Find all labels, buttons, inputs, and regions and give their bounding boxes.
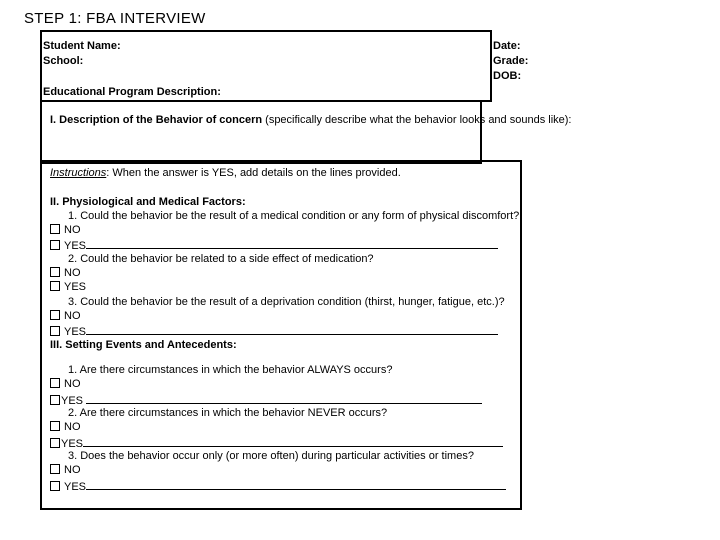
answer-line[interactable] bbox=[86, 393, 482, 404]
answer-line[interactable] bbox=[86, 324, 498, 335]
student-name-label: Student Name: bbox=[43, 40, 121, 52]
checkbox-icon[interactable] bbox=[50, 464, 60, 474]
section-1-title: I. Description of the Behavior of concern bbox=[50, 114, 263, 126]
s3-q2-yes[interactable]: YES bbox=[50, 436, 503, 450]
section-1-heading bbox=[50, 114, 571, 126]
page-title: STEP 1: FBA INTERVIEW bbox=[24, 10, 206, 27]
checkbox-icon[interactable] bbox=[50, 438, 60, 448]
s2-q3-no[interactable]: NO bbox=[50, 310, 81, 322]
behavior-description-box bbox=[40, 102, 482, 164]
s3-q3-no[interactable]: NO bbox=[50, 464, 81, 476]
checkbox-icon[interactable] bbox=[50, 240, 60, 250]
s2-q3-yes[interactable]: YES bbox=[50, 324, 498, 338]
instructions-text: : When the answer is YES, add details on the lines provided. bbox=[106, 167, 401, 179]
section-2-heading: II. Physiological and Medical Factors: bbox=[50, 196, 246, 208]
date-label: Date: bbox=[493, 40, 521, 52]
checkbox-icon[interactable] bbox=[50, 281, 60, 291]
s2-q2-yes[interactable]: YES bbox=[50, 281, 86, 293]
s3-q3-yes[interactable]: YES bbox=[50, 479, 506, 493]
checkbox-icon[interactable] bbox=[50, 421, 60, 431]
s2-question-2: 2. Could the behavior be related to a side effect of medication? bbox=[68, 253, 374, 265]
s3-question-2: 2. Are there circumstances in which the behavior NEVER occurs? bbox=[68, 407, 388, 419]
s2-q1-yes[interactable]: YES bbox=[50, 238, 498, 252]
checkbox-icon[interactable] bbox=[50, 378, 60, 388]
s3-q1-no[interactable]: NO bbox=[50, 378, 81, 390]
s3-question-3: 3. Does the behavior occur only (or more often) during particular activities or times? bbox=[68, 450, 474, 462]
program-description-label: Educational Program Description: bbox=[43, 86, 221, 98]
school-label: School: bbox=[43, 55, 84, 67]
checkbox-icon[interactable] bbox=[50, 224, 60, 234]
s2-q2-no[interactable]: NO bbox=[50, 267, 81, 279]
dob-label: DOB: bbox=[493, 70, 522, 82]
checkbox-icon[interactable] bbox=[50, 310, 60, 320]
answer-line[interactable] bbox=[83, 436, 503, 447]
grade-label: Grade: bbox=[493, 55, 529, 67]
s3-q1-yes[interactable]: YES bbox=[50, 393, 482, 407]
checkbox-icon[interactable] bbox=[50, 395, 60, 405]
instructions-label: Instructions bbox=[50, 167, 107, 179]
answer-line[interactable] bbox=[86, 238, 498, 249]
checkbox-icon[interactable] bbox=[50, 326, 60, 336]
s2-q1-no[interactable]: NO bbox=[50, 224, 81, 236]
checkbox-icon[interactable] bbox=[50, 481, 60, 491]
answer-line[interactable] bbox=[86, 479, 506, 490]
checkbox-icon[interactable] bbox=[50, 267, 60, 277]
s3-question-1: 1. Are there circumstances in which the behavior ALWAYS occurs? bbox=[68, 364, 393, 376]
instructions-line bbox=[50, 167, 401, 179]
section-1-note: (specifically describe what the behavior looks and sounds like): bbox=[262, 114, 572, 126]
s3-q2-no[interactable]: NO bbox=[50, 421, 81, 433]
s2-question-3: 3. Could the behavior be the result of a deprivation condition (thirst, hunger, fatigue, etc.)? bbox=[68, 296, 505, 308]
s2-question-1: 1. Could the behavior be the result of a medical condition or any form of physical discomfort? bbox=[68, 210, 520, 222]
section-3-heading: III. Setting Events and Antecedents: bbox=[50, 339, 237, 351]
